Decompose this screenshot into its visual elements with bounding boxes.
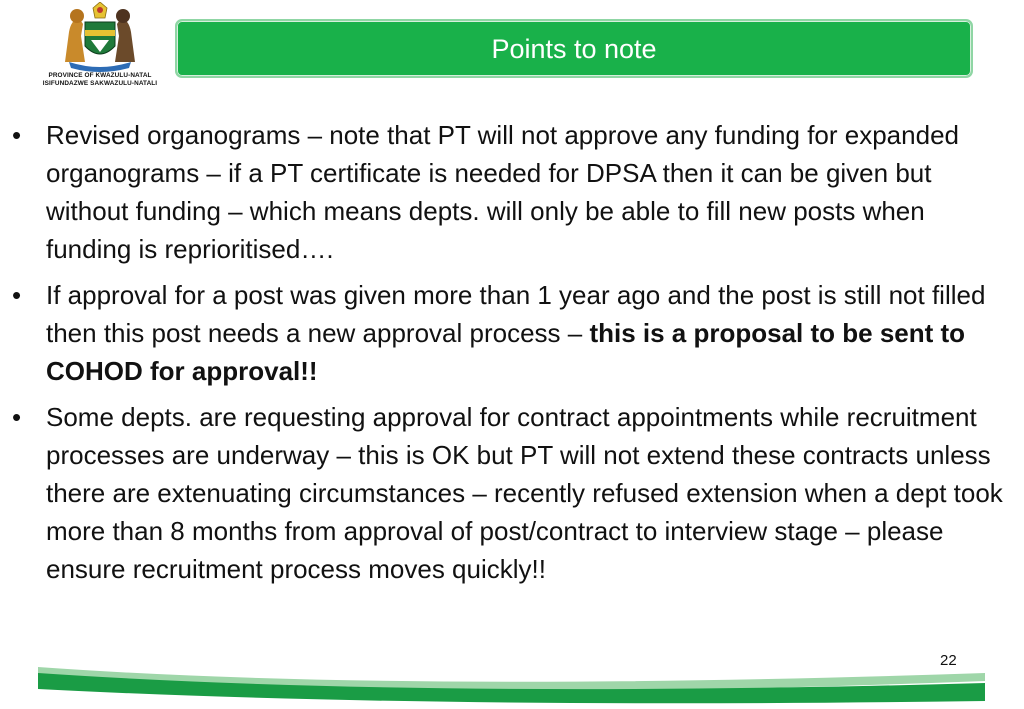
coat-of-arms-icon bbox=[55, 2, 145, 72]
bullet-text-3: Some depts. are requesting approval for contract appointments while recruitment processes are underway – this is OK but PT will not extend these contracts unless there are extenuating circumstances – recently refused extension when a dept took more than 8 months from approval of post/contract to interview stage – please ensure recruitment process moves quickly!! bbox=[46, 402, 1003, 584]
page-title: Points to note bbox=[491, 34, 657, 64]
bullet-text-1: Revised organograms – note that PT will not approve any funding for expanded organograms – if a PT certificate is needed for DPSA then it can be given but without funding – which means depts. will only be able to fill new posts when funding is reprioritised…. bbox=[46, 120, 959, 264]
bullet-text-2: If approval for a post was given more than 1 year ago and the post is still not filled then this post needs a new approval process – bbox=[46, 280, 986, 348]
page-number: 22 bbox=[940, 652, 957, 669]
bullet-bold-text-2: this is a proposal to be sent to COHOD for approval!! bbox=[46, 318, 966, 386]
footer-swoosh bbox=[0, 655, 1024, 709]
bullet-dot-icon: • bbox=[12, 120, 22, 150]
bullet-list bbox=[0, 116, 1024, 596]
logo-caption-line2: ISIFUNDAZWE SAKWAZULU-NATALI bbox=[42, 80, 158, 87]
logo-caption-line1: PROVINCE OF KWAZULU-NATAL bbox=[48, 72, 152, 79]
bullet-item-3 bbox=[0, 398, 1024, 588]
bullet-item-2 bbox=[0, 276, 1024, 390]
bullet-dot-icon: • bbox=[12, 280, 22, 310]
title-banner bbox=[175, 19, 973, 78]
bullet-dot-icon: • bbox=[12, 402, 22, 432]
bullet-item-1 bbox=[0, 116, 1024, 268]
provincial-logo bbox=[36, 2, 164, 94]
